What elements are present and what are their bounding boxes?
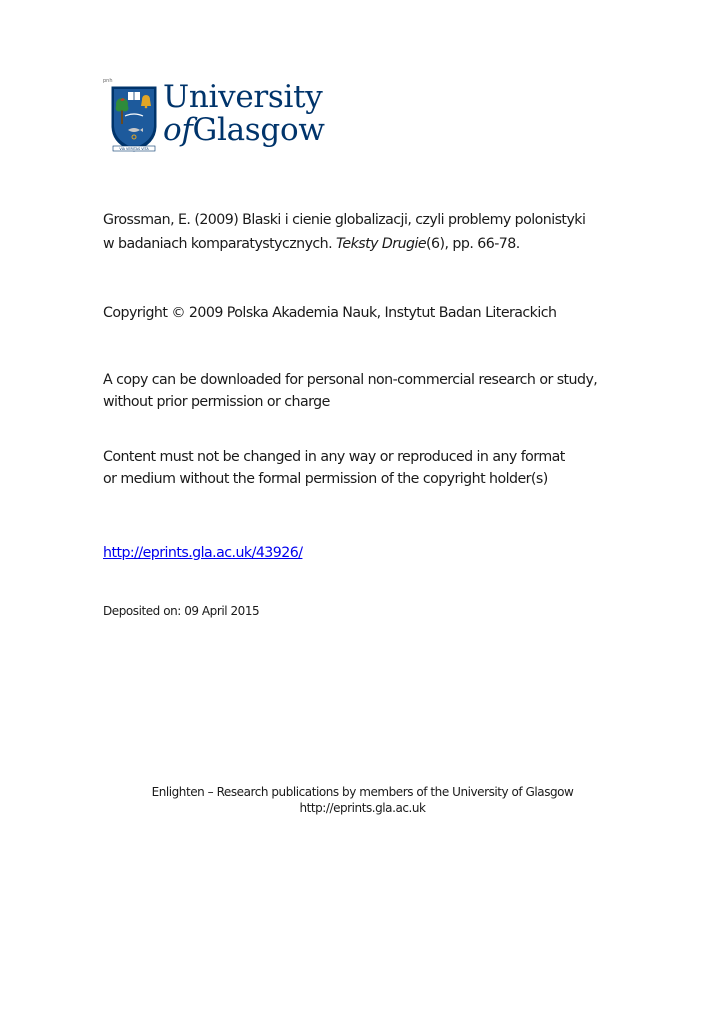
university-wordmark — [163, 79, 325, 148]
footer — [0, 784, 725, 816]
wordmark-line-university: University — [163, 79, 323, 115]
crest-motto: VIA VERITAS VITA — [119, 147, 149, 151]
citation — [103, 208, 585, 256]
wordmark-line-glasgow — [163, 112, 325, 148]
personal-use-notice — [103, 369, 597, 413]
copyright-notice: Copyright © 2009 Polska Akademia Nauk, Instytut Badan Literackich — [103, 305, 557, 321]
content-notice-line-2: or medium without the formal permission of the copyright holder(s) — [103, 471, 548, 487]
wordmark-of: of — [163, 112, 193, 148]
wordmark-glasgow: Glasgow — [192, 112, 325, 148]
citation-line-1: Grossman, E. (2009) Blaski i cienie globalizacji, czyli problemy polonistyki — [103, 212, 586, 228]
footer-line-1: Enlighten – Research publications by members of the University of Glasgow — [151, 785, 574, 799]
content-notice-line-1: Content must not be changed in any way or reproduced in any format — [103, 449, 565, 465]
journal-title: Teksty Drugie — [336, 236, 427, 252]
footer-url: http://eprints.gla.ac.uk — [299, 801, 426, 815]
citation-line-2-prefix: w badaniach komparatystycznych. — [103, 236, 337, 252]
logo-small-mark: pnh — [103, 78, 113, 84]
personal-use-line-1: A copy can be downloaded for personal non-commercial research or study, — [103, 372, 598, 388]
citation-line-2 — [103, 232, 585, 256]
personal-use-line-2: without prior permission or charge — [103, 394, 330, 410]
deposited-date: Deposited on: 09 April 2015 — [103, 604, 260, 618]
content-notice — [103, 446, 565, 490]
citation-line-2-suffix: (6), pp. 66-78. — [426, 236, 520, 252]
record-url-link[interactable]: http://eprints.gla.ac.uk/43926/ — [103, 545, 303, 561]
university-crest-icon — [111, 86, 157, 152]
university-logo — [103, 78, 328, 158]
